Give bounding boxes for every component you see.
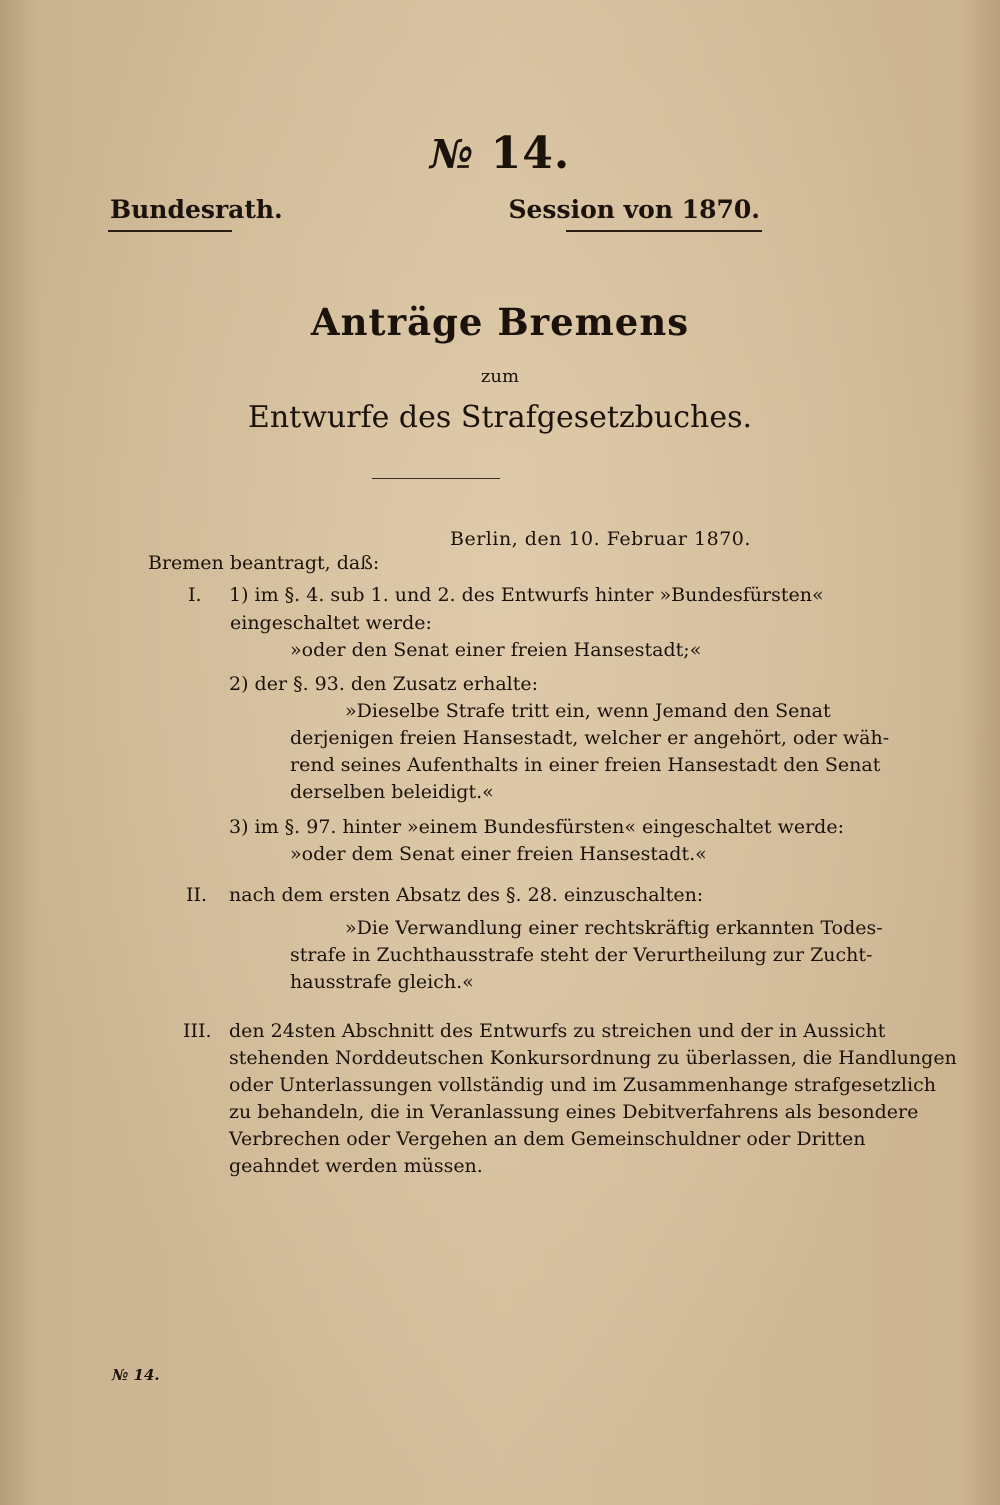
section-I-line-9: 3) im §. 97. hinter »einem Bundesfürsten« eingeschaltet werde: — [229, 816, 844, 838]
section-label-I: I. — [188, 584, 202, 606]
section-I-line-3: »oder den Senat einer freien Hansestadt;« — [290, 639, 702, 661]
footer-number: № 14. — [112, 1366, 160, 1384]
section-III-line-2: stehenden Norddeutschen Konkursordnung zu überlassen, die Handlungen — [229, 1047, 957, 1069]
section-III-line-3: oder Unterlassungen vollständig und im Zusammenhange strafgesetzlich — [229, 1074, 936, 1096]
section-II-line-3: strafe in Zuchthausstrafe steht der Verurtheilung zur Zucht- — [290, 944, 873, 966]
number-sign: № — [429, 131, 475, 178]
header-session: Session von 1870. — [508, 195, 760, 224]
section-I-line-4: 2) der §. 93. den Zusatz erhalte: — [229, 673, 539, 695]
title-subject: Entwurfe des Strafgesetzbuches. — [247, 400, 753, 435]
section-II-line-4: hausstrafe gleich.« — [290, 971, 474, 993]
title-divider — [372, 478, 500, 479]
section-II-line-2: »Die Verwandlung einer rechtskräftig erkannten Todes- — [345, 917, 883, 939]
number-value: 14. — [490, 128, 571, 179]
section-I-line-1: 1) im §. 4. sub 1. und 2. des Entwurfs hinter »Bundesfürsten« — [229, 584, 824, 606]
document-number — [0, 128, 1000, 179]
section-III-line-5: Verbrechen oder Vergehen an dem Gemeinschuldner oder Dritten — [229, 1128, 866, 1150]
section-III-line-4: zu behandeln, die in Veranlassung eines Debitverfahrens als besondere — [229, 1101, 919, 1123]
section-I-line-7: rend seines Aufenthalts in einer freien Hansestadt den Senat — [290, 754, 881, 776]
section-I-line-5: »Dieselbe Strafe tritt ein, wenn Jemand den Senat — [345, 700, 831, 722]
document-title: Anträge Bremens — [310, 300, 690, 344]
section-label-III: III. — [183, 1020, 212, 1042]
section-I-line-2: eingeschaltet werde: — [230, 612, 432, 634]
section-label-II: II. — [186, 884, 208, 906]
header-bundesrath: Bundesrath. — [110, 195, 283, 224]
section-II-line-1: nach dem ersten Absatz des §. 28. einzuschalten: — [229, 884, 704, 906]
title-zum: zum — [480, 366, 520, 387]
section-I-line-8: derselben beleidigt.« — [290, 781, 494, 803]
header-right-rule — [566, 230, 762, 232]
section-III-line-6: geahndet werden müssen. — [229, 1155, 483, 1177]
dateline: Berlin, den 10. Februar 1870. — [450, 528, 751, 550]
header-left-rule — [108, 230, 232, 232]
section-I-line-6: derjenigen freien Hansestadt, welcher er angehört, oder wäh- — [290, 727, 890, 749]
section-I-line-10: »oder dem Senat einer freien Hansestadt.« — [290, 843, 707, 865]
intro-line: Bremen beantragt, daß: — [148, 552, 380, 574]
section-III-line-1: den 24sten Abschnitt des Entwurfs zu streichen und der in Aussicht — [229, 1020, 886, 1042]
